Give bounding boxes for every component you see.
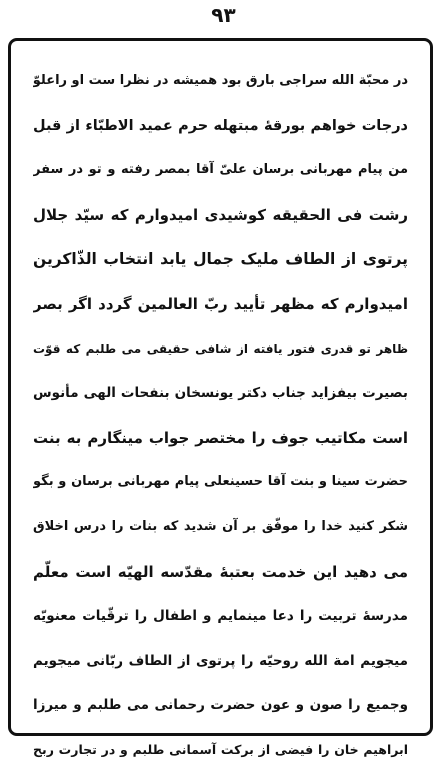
text-line: من پیام مهربانی برسان علیّ آقا بمصر رفته و تو در سفر	[33, 162, 408, 178]
text-line: ظاهر تو قدری فتور یافته از شافی حقیقی می طلبم که قوّت	[33, 341, 408, 356]
page-number: ۹۳	[211, 3, 236, 27]
text-line: در محبّة الله سراجی بارق بود همیشه در نظرا ست او راعلوّ	[33, 73, 408, 88]
text-line: حضرت سینا و بنت آقا حسینعلی پیام مهربانی برسان و بگو	[33, 474, 408, 490]
text-line: امیدوارم که مظهر تأیید ربّ العالمین گردد اگر بصر	[33, 294, 408, 313]
text-line: است مکاتیب جوف را مختصر جواب مینگارم به بنت	[33, 428, 408, 447]
text-line: میجویم امة الله روحیّه را پرتوی از الطاف ربّانی میجویم	[33, 652, 408, 669]
text-line: بصیرت بیفزاید جناب دکتر یونسخان بنفحات الهی مأنوس	[33, 385, 408, 402]
text-line: ابراهیم خان را فیضی از برکت آسمانی طلبم و در تجارت ربح	[33, 741, 408, 757]
text-line: پرتوی از الطاف ملیک جمال یابد انتخاب الذّاکرین	[33, 250, 408, 269]
text-line: شکر کنید خدا را موفّق بر آن شدید که بنات را درس اخلاق	[33, 518, 408, 534]
page-frame	[8, 38, 433, 757]
text-line: رشت فی الحقیقه کوشیدی امیدوارم که سیّد جلال	[33, 205, 408, 224]
text-block	[33, 59, 408, 773]
text-line: وجمیع را صون و عون حضرت رحمانی می طلبم و میرزا	[33, 697, 408, 714]
text-line: مدرسهٔ تربیت را دعا مینمایم و اطفال را ترقّیات معنویّه	[33, 608, 408, 625]
text-line: درجات خواهم بورقهٔ مبتهله حرم عمید الاطبّاء از قبل	[33, 117, 408, 134]
text-line: می دهید این خدمت بعتبهٔ مقدّسه الهیّه است معلّم	[33, 562, 408, 581]
